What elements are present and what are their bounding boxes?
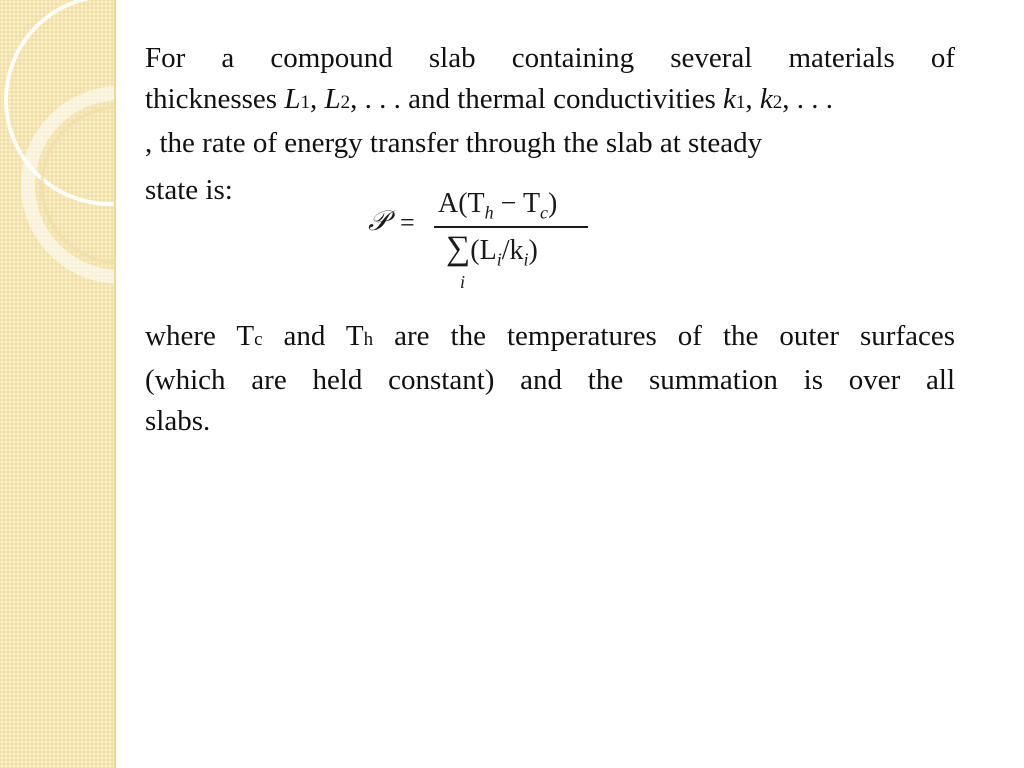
body-text	[145, 38, 955, 208]
sigma-symbol: ∑	[446, 230, 471, 267]
state-line: state is:	[145, 174, 233, 206]
intro-line-3: , the rate of energy transfer through the slab at steady	[145, 127, 763, 159]
conclusion-line-3: slabs.	[145, 405, 211, 437]
intro-line-1: For a compound slab containing several materials of	[145, 42, 955, 74]
decorative-rings	[0, 0, 114, 768]
formula-summation-index: i	[460, 272, 466, 292]
formula-equals: =	[400, 208, 415, 237]
conclusion-paragraph	[145, 316, 955, 442]
decorative-sidebar	[0, 0, 116, 768]
conclusion-line-1: where Tc and Th are the temperatures of the outer surfaces	[145, 320, 955, 352]
formula-numerator: $A(T_h - T_c)$	[438, 188, 558, 223]
formula-denominator: $\sum(L_i/k_i)$	[446, 230, 538, 270]
conclusion-line-2: (which are held constant) and the summation is over all	[145, 364, 955, 396]
intro-paragraph	[145, 38, 955, 164]
formula-power-symbol: 𝒫	[368, 206, 389, 237]
heat-flow-formula	[368, 190, 608, 300]
conclusion-text	[145, 316, 955, 442]
formula-fraction-bar	[434, 226, 588, 228]
intro-line-2: thicknesses L1, L2, . . . and thermal conductivities k1, k2, . . .	[145, 83, 834, 115]
